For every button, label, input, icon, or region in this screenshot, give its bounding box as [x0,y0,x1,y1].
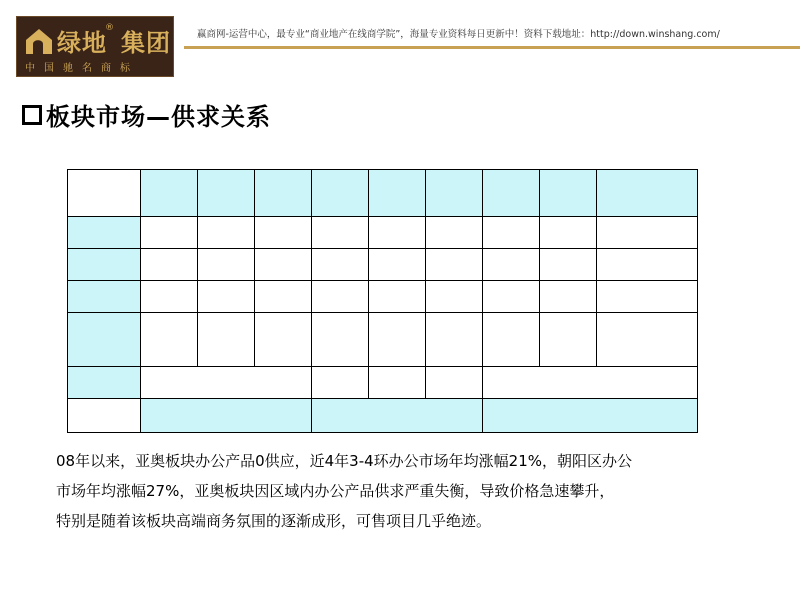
logo-subtitle: 中国驰名商标 [25,63,139,74]
row-label-cell [68,367,141,399]
table-cell [141,281,198,313]
house-icon [24,26,54,56]
table-cell [255,249,312,281]
table-row [68,367,698,399]
table-header-row [68,170,698,217]
table-cell [312,217,369,249]
table-cell [255,313,312,367]
description-line: 市场年均涨幅27%，亚奥板块因区域内办公产品供求严重失衡，导致价格急速攀升， [56,482,615,500]
table-header-cell [540,170,597,217]
table-header-cell [255,170,312,217]
table-header-cell [483,170,540,217]
table-corner-cell [68,170,141,217]
merged-cell [483,399,698,433]
table-header-cell [141,170,198,217]
table-cell [312,281,369,313]
table-row [68,399,698,433]
table-cell [369,367,426,399]
slide-title: 板块市场—供求关系 [46,103,271,131]
description-line: 特别是随着该板块高端商务氛围的逐渐成形，可售项目几乎绝迹。 [56,512,492,530]
table-cell [597,281,698,313]
table-cell [483,217,540,249]
row-label-cell [68,313,141,367]
table-cell [597,217,698,249]
table-cell [312,367,369,399]
table-cell [312,313,369,367]
table-cell [255,281,312,313]
description-line: 08年以来，亚奥板块办公产品0供应，近4年3-4环办公市场年均涨幅21%，朝阳区办公 [56,452,633,470]
description-text [56,446,756,536]
table-cell [540,217,597,249]
slide-title-block [22,97,271,132]
table-cell [369,313,426,367]
table-row [68,217,698,249]
table-cell [198,281,255,313]
table-cell [369,281,426,313]
row-label-cell [68,399,141,433]
table-cell [540,249,597,281]
table-cell [426,367,483,399]
table-cell [426,281,483,313]
table-header-cell [198,170,255,217]
row-label-cell [68,281,141,313]
table-cell [312,249,369,281]
table-cell [255,217,312,249]
table-cell [198,217,255,249]
supply-demand-table [67,169,698,433]
table-row [68,313,698,367]
table-cell [198,249,255,281]
table-cell [597,249,698,281]
table-cell [597,313,698,367]
merged-cell [312,399,483,433]
table-cell [369,217,426,249]
table-cell [483,281,540,313]
table-header-cell [312,170,369,217]
table-cell [426,249,483,281]
merged-cell [483,367,698,399]
table-row [68,249,698,281]
table-header-cell [597,170,698,217]
table-cell [483,313,540,367]
table-cell [141,217,198,249]
row-label-cell [68,249,141,281]
title-bullet-square [22,105,42,125]
merged-cell [141,399,312,433]
company-logo [16,16,174,77]
registered-mark: ® [105,23,114,33]
table-cell [426,313,483,367]
table-cell [198,313,255,367]
table-cell [141,249,198,281]
merged-cell [141,367,312,399]
row-label-cell [68,217,141,249]
table-cell [141,313,198,367]
table-header-cell [369,170,426,217]
table-cell [369,249,426,281]
header-divider [184,46,800,49]
table-cell [540,313,597,367]
header-note: 赢商网-运营中心，最专业“商业地产在线商学院”，海量专业资料每日更新中！资料下载地址：http://down.winshang.com/ [197,29,720,40]
table-row [68,281,698,313]
table-cell [483,249,540,281]
table-cell [426,217,483,249]
table-header-cell [426,170,483,217]
logo-wordmark: 绿地 集团 [57,29,171,57]
table-cell [540,281,597,313]
